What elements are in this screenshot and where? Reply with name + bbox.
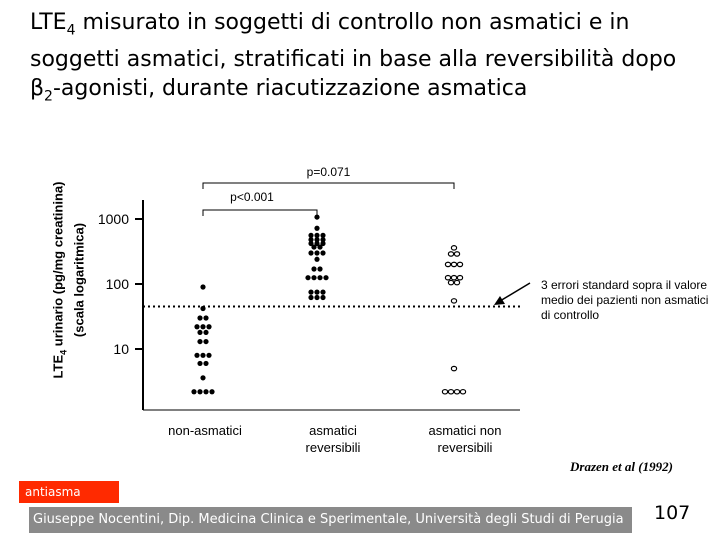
data-point	[308, 295, 313, 300]
y-axis-label-line1: $LTE_4$ urinario (pg/mg creatinina)	[50, 181, 69, 379]
footer-bar: Giuseppe Nocentini, Dip. Medicina Clinica e Sperimentale, Università degli Studi di Perugia	[29, 507, 632, 533]
data-point	[314, 295, 319, 300]
annotation-arrowhead	[494, 296, 505, 305]
y-axis-label-line2: (scala logaritmica)	[71, 222, 87, 338]
data-point	[317, 275, 322, 280]
data-point	[451, 366, 456, 370]
data-point	[317, 244, 322, 249]
data-point	[203, 389, 208, 394]
category-label-asmatici-non-reversibili	[410, 422, 520, 456]
data-point	[203, 361, 208, 366]
data-point	[323, 275, 328, 280]
significance-bracket	[203, 183, 454, 189]
data-point	[451, 276, 456, 280]
data-point	[200, 353, 205, 358]
data-point	[320, 290, 325, 295]
data-point	[197, 361, 202, 366]
page-number: 107	[654, 502, 691, 524]
data-point	[197, 339, 202, 344]
data-point	[200, 375, 205, 380]
data-point	[314, 250, 319, 255]
data-point	[203, 339, 208, 344]
data-point	[197, 330, 202, 335]
annotation-arrow	[500, 283, 530, 301]
data-point	[308, 290, 313, 295]
category-label-non-asmatici	[150, 422, 260, 439]
data-point	[206, 353, 211, 358]
source-citation: Drazen et al (1992)	[570, 459, 673, 474]
significance-label: p=0.071	[306, 165, 351, 179]
section-tag: antiasma	[19, 481, 119, 503]
category-label-line: asmatici	[309, 423, 357, 438]
data-point	[311, 266, 316, 271]
data-point	[200, 306, 205, 311]
data-point	[445, 276, 450, 280]
slide-title: $LTE_4$ misurato in soggetti di controllo non asmatici e in soggetti asmatici, stratificati in base alla reversibilità dopo $\beta_2$-agonisti, durante riacutizzazione asmatica	[30, 10, 677, 105]
data-point	[451, 246, 456, 250]
category-label-line: reversibili	[305, 440, 361, 455]
data-point	[448, 280, 453, 284]
data-point	[320, 295, 325, 300]
data-point	[191, 389, 196, 394]
data-point	[448, 390, 453, 394]
y-tick-label: 1000	[97, 211, 129, 227]
data-point	[451, 299, 456, 303]
data-point	[445, 262, 450, 266]
data-point	[314, 257, 319, 262]
data-point	[311, 275, 316, 280]
data-point	[457, 262, 462, 266]
data-point	[457, 276, 462, 280]
significance-label: p<0.001	[230, 190, 274, 204]
data-point	[454, 280, 459, 284]
data-point	[308, 250, 313, 255]
data-point	[320, 250, 325, 255]
data-point	[209, 389, 214, 394]
y-tick-label: 10	[113, 341, 129, 357]
data-point	[442, 390, 447, 394]
data-point	[305, 275, 310, 280]
data-point	[311, 244, 316, 249]
category-label-asmatici-reversibili	[283, 422, 383, 456]
data-point	[206, 324, 211, 329]
data-point	[197, 315, 202, 320]
data-point	[200, 284, 205, 289]
category-label-line: asmatici non	[428, 423, 502, 438]
data-point	[454, 252, 459, 256]
data-point	[197, 389, 202, 394]
data-point	[314, 226, 319, 231]
data-point	[194, 324, 199, 329]
data-point	[203, 330, 208, 335]
data-point	[317, 266, 322, 271]
y-tick-label: 100	[105, 276, 129, 292]
data-point	[200, 324, 205, 329]
significance-bracket	[203, 210, 317, 216]
category-label-line: non-asmatici	[168, 423, 242, 438]
category-label-line: reversibili	[437, 440, 493, 455]
data-point	[194, 353, 199, 358]
data-point	[203, 315, 208, 320]
data-point	[451, 262, 456, 266]
data-point	[448, 252, 453, 256]
annotation-text: 3 errori standard sopra il valore medio dei pazienti non asmatici di controllo	[541, 278, 709, 322]
data-point	[460, 390, 465, 394]
data-point	[314, 290, 319, 295]
data-point	[454, 390, 459, 394]
